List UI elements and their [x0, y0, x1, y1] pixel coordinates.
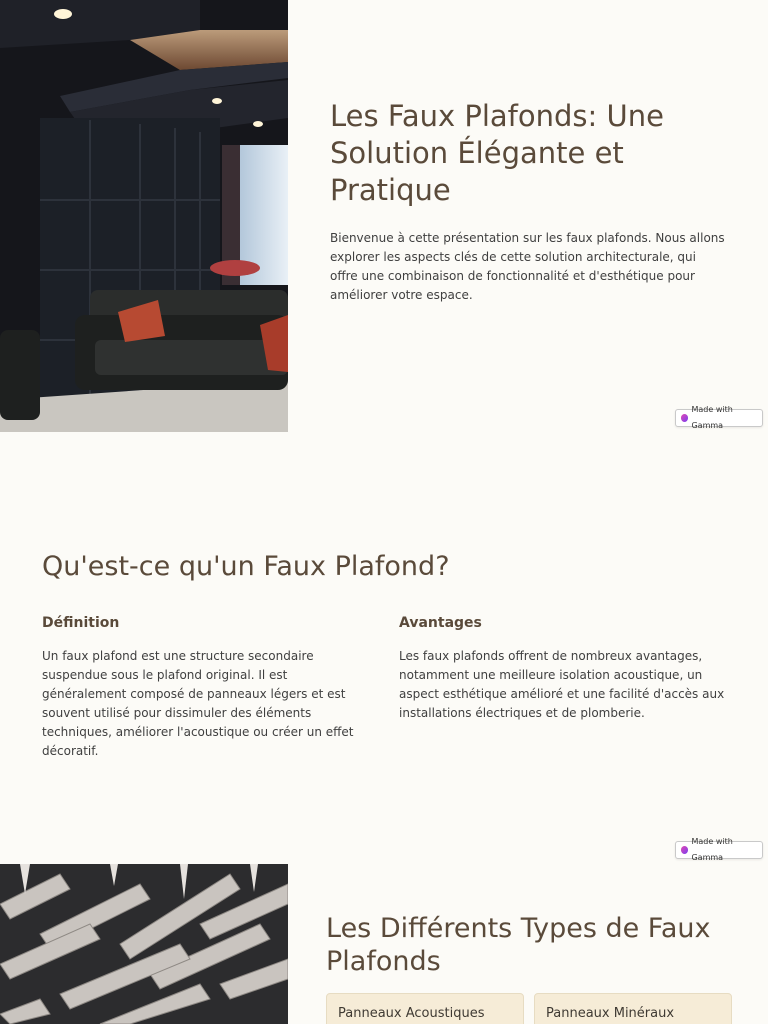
suspended-ceiling-photo — [0, 864, 288, 1024]
advantages-heading: Avantages — [399, 615, 482, 631]
card-label: Panneaux Acoustiques — [338, 1006, 485, 1021]
type-card-acoustic[interactable] — [326, 993, 524, 1024]
living-room-photo — [0, 0, 288, 432]
made-with-gamma-badge[interactable] — [675, 837, 763, 862]
gamma-logo-icon — [681, 414, 688, 422]
badge-label: Made with Gamma — [691, 837, 733, 862]
slide-types — [0, 864, 768, 1024]
intro-paragraph: Bienvenue à cette présentation sur les faux plafonds. Nous allons explorer les aspects clés de cette solution architecturale, qui offre une combinaison de fonctionnalité et d'esthétique pour améliorer votre espace. — [330, 231, 725, 302]
slide-definition — [0, 432, 768, 864]
type-card-mineral[interactable] — [534, 993, 732, 1024]
slide-intro — [0, 0, 768, 432]
definition-text: Un faux plafond est une structure secondaire suspendue sous le plafond original. Il est généralement composé de panneaux légers et est souvent utilisé pour dissimuler des éléments techniques, améliorer l'acoustique ou créer un effet décoratif. — [42, 649, 354, 758]
types-title: Les Différents Types de Faux Plafonds — [326, 913, 711, 977]
ceiling-panels-illustration — [0, 864, 288, 1024]
definition-heading: Définition — [42, 615, 120, 631]
slide-title: Les Faux Plafonds: Une Solution Élégante et Pratique — [330, 99, 664, 207]
card-label: Panneaux Minéraux — [546, 1006, 675, 1021]
made-with-gamma-badge[interactable] — [675, 405, 763, 430]
advantages-text: Les faux plafonds offrent de nombreux avantages, notamment une meilleure isolation acoustique, un aspect esthétique amélioré et une facilité d'accès aux installations électriques et de plomberie. — [399, 649, 725, 720]
badge-label: Made with Gamma — [691, 405, 733, 430]
living-room-illustration — [0, 0, 288, 432]
gamma-logo-icon — [681, 846, 688, 854]
section-title: Qu'est-ce qu'un Faux Plafond? — [42, 551, 450, 582]
